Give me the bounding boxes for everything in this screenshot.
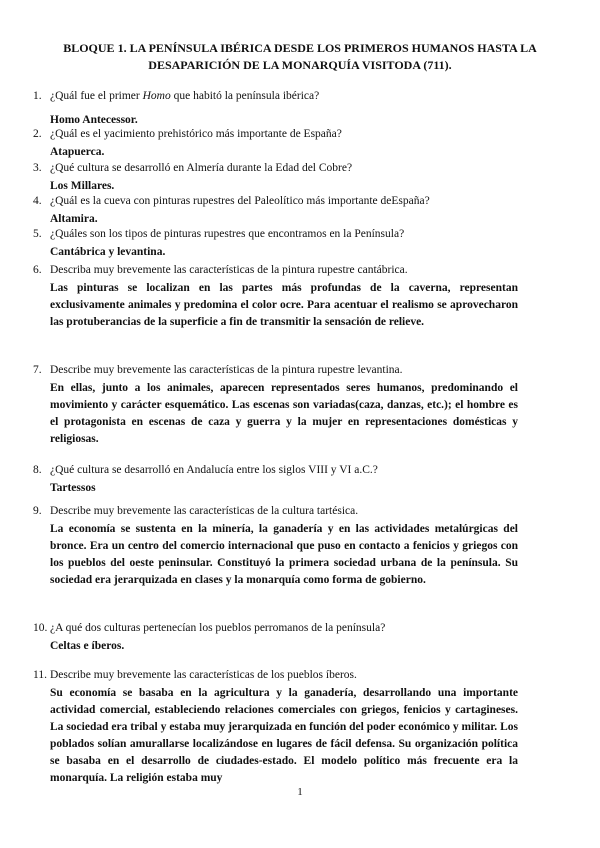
question-emphasis: Homo xyxy=(142,90,171,102)
answer-text: Los Millares. xyxy=(50,180,115,192)
question-item xyxy=(33,193,518,228)
question-text: Describe muy brevemente las características de la cultura tartésica. xyxy=(50,505,359,517)
question-item xyxy=(33,362,518,448)
question-item xyxy=(33,620,518,655)
question-number: 11. xyxy=(33,669,47,681)
answer-text: Homo Antecessor. xyxy=(50,114,138,126)
answer-text: Las pinturas se localizan en las partes más profundas de la caverna, representan exclusivamente animales y predomina el color ocre. Para acentuar el realismo se aprovecharon las protuberancias de la superficie a fin de transmitir la sensación de relieve. xyxy=(50,282,518,328)
question-text: ¿A qué dos culturas pertenecían los pueblos perromanos de la península? xyxy=(50,622,386,634)
question-text: ¿Quál es la cueva con pinturas rupestres del Paleolítico más importante deEspaña? xyxy=(50,195,430,207)
document-title xyxy=(60,40,540,74)
question-number: 7. xyxy=(33,364,42,376)
question-text: Describa muy brevemente las características de la pintura rupestre cantábrica. xyxy=(50,264,408,276)
answer-text: Altamira. xyxy=(50,213,98,225)
question-number: 5. xyxy=(33,228,42,240)
answer-text: Celtas e íberos. xyxy=(50,640,125,652)
question-number: 4. xyxy=(33,195,42,207)
title-line-1: BLOQUE 1. LA PENÍNSULA IBÉRICA DESDE LOS PRIMEROS HUMANOS HASTA LA xyxy=(63,41,537,55)
question-text: ¿Quál es el yacimiento prehistórico más importante de España? xyxy=(50,128,342,140)
question-text: ¿Quáles son los tipos de pinturas rupestres que encontramos en la Península? xyxy=(50,228,405,240)
question-text: Describe muy brevemente las características de la pintura rupestre levantina. xyxy=(50,364,403,376)
question-number: 8. xyxy=(33,464,42,476)
question-item xyxy=(33,126,518,161)
question-text: ¿Quál fue el primer Homo que habitó la península ibérica? xyxy=(50,90,320,102)
question-number: 10. xyxy=(33,622,48,634)
question-text: ¿Qué cultura se desarrolló en Almería durante la Edad del Cobre? xyxy=(50,162,353,174)
answer-text: Cantábrica y levantina. xyxy=(50,246,166,258)
question-text: Describe muy brevemente las características de los pueblos íberos. xyxy=(50,669,357,681)
question-number: 9. xyxy=(33,505,42,517)
question-item xyxy=(33,262,518,331)
question-number: 6. xyxy=(33,264,42,276)
question-item xyxy=(33,503,518,589)
title-line-2: DESAPARICIÓN DE LA MONARQUÍA VISITODA (711). xyxy=(148,58,452,72)
answer-text: En ellas, junto a los animales, aparecen representados seres humanos, predominando el movimiento y carácter esquemático. Las escenas son variadas(caza, danzas, etc.); el hombre es el protagonista en escenas de caza y guerra y la mujer en representaciones domésticas y religiosas. xyxy=(50,382,518,445)
question-item xyxy=(33,462,518,497)
question-number: 1. xyxy=(33,90,42,102)
question-item xyxy=(33,226,518,261)
question-text: ¿Qué cultura se desarrolló en Andalucía entre los siglos VIII y VI a.C.? xyxy=(50,464,378,476)
answer-text: Su economía se basaba en la agricultura y la ganadería, desarrollando una importante actividad comercial, estableciendo relaciones comerciales con griegos, fenicios y cartagineses. La sociedad era tribal y estaba muy jerarquizada en función del poder económico y militar. Los poblados solían amurallarse localizándose en lugares de fácil defensa. Su organización política se basaba en el desarrollo de ciudades-estado. El modelo político más frecuente era la monarquía. La religión estaba muy xyxy=(50,687,518,784)
question-item xyxy=(33,160,518,195)
answer-text: Tartessos xyxy=(50,482,96,494)
answer-text: La economía se sustenta en la minería, la ganadería y en las actividades metalúrgicas del bronce. Era un centro del comercio internacional que puso en contacto a fenicios y griegos con los pueblos del oeste peninsular. Constituyó la primera sociedad urbana de la península. Su sociedad era jerarquizada en clases y la monarquía como forma de gobierno. xyxy=(50,523,518,586)
page-number: 1 xyxy=(297,786,303,798)
answer-text: Atapuerca. xyxy=(50,146,105,158)
question-item xyxy=(33,88,518,129)
question-number: 3. xyxy=(33,162,42,174)
question-number: 2. xyxy=(33,128,42,140)
question-item xyxy=(33,667,518,787)
